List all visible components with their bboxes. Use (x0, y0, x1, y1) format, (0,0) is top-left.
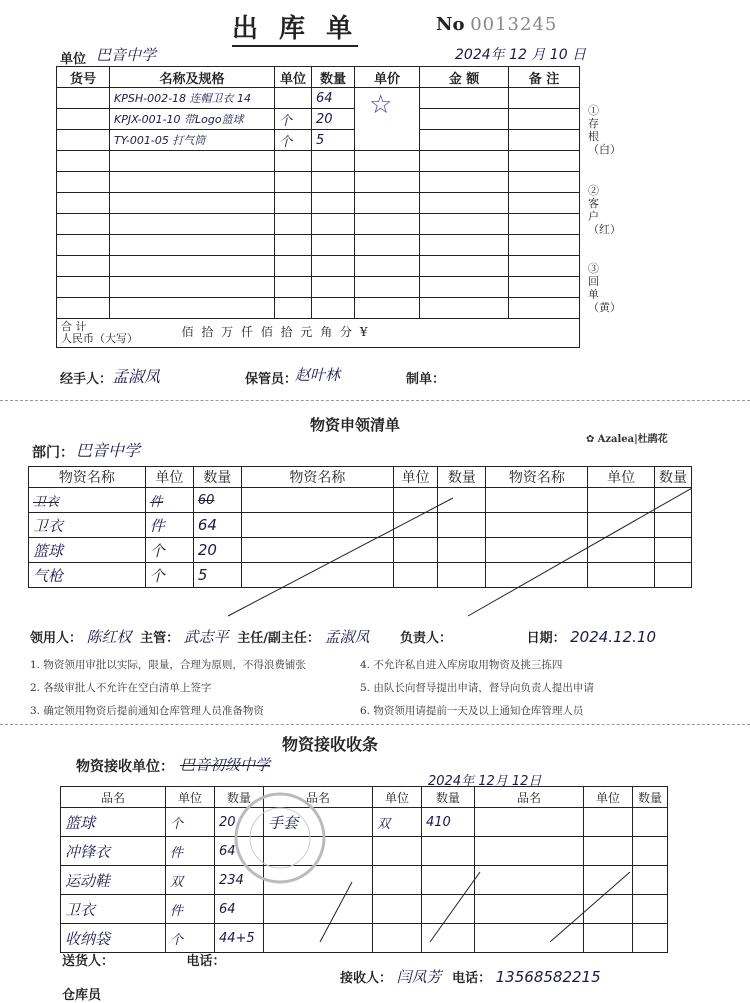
row-unit: 双 (166, 866, 215, 895)
outbound-number (436, 14, 557, 35)
maker-label: 制单： (406, 372, 446, 387)
outbound-table (56, 66, 580, 348)
row-qty: 20 (312, 109, 355, 130)
col-unit-2: 单位 (393, 467, 437, 488)
rule-2: 2. 各级审批人不允许在空白清单上签字 (30, 682, 212, 694)
outbound-unit-label: 单位 (60, 52, 87, 67)
col-item-1: 物资名称 (29, 467, 146, 488)
col-qty-2: 数量 (422, 787, 475, 808)
row-unit: 个 (166, 808, 215, 837)
row-qty: 44+5 (215, 924, 264, 953)
flower-icon: ✿ (586, 434, 595, 445)
row-unit: 件 (166, 837, 215, 866)
row-unit (275, 88, 312, 109)
handler-label: 经手人： (60, 372, 113, 387)
row-name-2: 手套 (264, 808, 373, 837)
rule-6: 6. 物资领用请提前一天及以上通知仓库管理人员 (360, 705, 584, 717)
col-item-2: 物资名称 (241, 467, 393, 488)
rule-3: 3. 确定领用物资后提前通知仓库管理人员准备物资 (30, 705, 264, 717)
rule-4: 4. 不允许私自进入库房取用物资及挑三拣四 (360, 659, 563, 671)
row-qty: 5 (312, 130, 355, 151)
row-name: 卫衣 (61, 895, 166, 924)
date-label: 日期： (526, 631, 566, 646)
row-code (57, 109, 110, 130)
dept-value: 巴音中学 (76, 441, 141, 460)
receipt-unit-label: 物资接收单位： (76, 759, 174, 775)
row-notes (509, 130, 580, 151)
col-name-1: 品名 (61, 787, 166, 808)
row-name: KPSH-002-18 连帽卫衣 14 (110, 88, 275, 109)
row-code (57, 130, 110, 151)
col-unit: 单位 (275, 67, 312, 88)
row-name: 运动鞋 (61, 866, 166, 895)
dept-label: 部门： (32, 445, 74, 461)
row-unit: 件 (145, 513, 193, 538)
receipt-title: 物资接收收条 (282, 735, 379, 754)
outbound-unit-value: 巴音中学 (96, 46, 157, 64)
date-value: 2024.12.10 (570, 628, 656, 646)
col-qty-2: 数量 (438, 467, 486, 488)
row-unit: 个 (166, 924, 215, 953)
warehouse-label: 仓库员 (62, 988, 102, 1003)
row-code (57, 88, 110, 109)
row-notes (509, 109, 580, 130)
row-notes (509, 88, 580, 109)
phone-label: 电话： (186, 954, 226, 969)
row-item: 篮球 (29, 538, 146, 563)
row-unit: 个 (145, 538, 193, 563)
row-amount (420, 109, 509, 130)
row-qty: 64 (193, 513, 241, 538)
table-row (57, 88, 580, 109)
row-qty: 60 (193, 488, 241, 513)
handler-value: 孟淑凤 (112, 367, 161, 386)
keeper-value: 赵叶林 (295, 366, 341, 384)
row-unit: 个 (275, 130, 312, 151)
receiver-value: 闫凤芳 (396, 968, 442, 986)
table-row (61, 808, 668, 837)
no-label: No (436, 14, 465, 35)
recipient-value: 陈红权 (86, 628, 132, 646)
col-qty-3: 数量 (655, 467, 692, 488)
col-unit-1: 单位 (145, 467, 193, 488)
col-unit-3: 单位 (584, 787, 633, 808)
receipt-unit-value: 巴音初级中学 (180, 756, 271, 774)
col-name-3: 品名 (475, 787, 584, 808)
row-qty: 20 (215, 808, 264, 837)
row-amount (420, 88, 509, 109)
logo-text: Azalea|杜鹃花 (597, 434, 668, 445)
row-item: 卫衣 (29, 488, 146, 513)
total-label-top: 合 计 (61, 320, 87, 333)
rule-1: 1. 物资领用审批以实际，限量，合理为原则，不得浪费铺张 (30, 659, 306, 671)
row-name: 冲锋衣 (61, 837, 166, 866)
col-qty-3: 数量 (633, 787, 668, 808)
row-name: KPJX-001-10 带Logo篮球 (110, 109, 275, 130)
row-name: 篮球 (61, 808, 166, 837)
col-unit-3: 单位 (588, 467, 655, 488)
row-qty: 64 (215, 837, 264, 866)
outbound-date: 2024年 12 月 10 日 (455, 47, 587, 63)
row-qty: 20 (193, 538, 241, 563)
row-unit-2: 双 (373, 808, 422, 837)
table-row (57, 109, 580, 130)
requisition-signers (30, 626, 720, 647)
row-item: 卫衣 (29, 513, 146, 538)
row-item: 气枪 (29, 563, 146, 588)
table-row (57, 130, 580, 151)
sender-label: 送货人： (62, 954, 115, 969)
total-row (57, 319, 580, 348)
phone2-value: 13568582215 (495, 968, 601, 986)
rule-5: 5. 由队长向督导提出申请，督导向负责人提出申请 (360, 682, 594, 694)
cross-out-line (300, 842, 660, 952)
azalea-logo (586, 430, 668, 445)
total-label (61, 321, 138, 345)
no-value: 0013245 (470, 14, 558, 35)
side-note-3: ③回单（黄） (588, 262, 621, 314)
requisition-title: 物资申领清单 (310, 416, 401, 434)
col-unit-2: 单位 (373, 787, 422, 808)
col-qty: 数量 (312, 67, 355, 88)
col-amount: 金 额 (420, 67, 509, 88)
row-unit: 件 (145, 488, 193, 513)
cross-out-line (28, 466, 692, 618)
col-name-2: 品名 (264, 787, 373, 808)
col-name: 名称及规格 (110, 67, 275, 88)
side-note-2: ②客户（红） (588, 184, 621, 236)
row-name: 收纳袋 (61, 924, 166, 953)
col-code: 货号 (57, 67, 110, 88)
total-label-bottom: 人民币（大写） (61, 332, 138, 345)
col-notes: 备 注 (509, 67, 580, 88)
row-qty: 5 (193, 563, 241, 588)
receiver-label: 接收人： (340, 971, 393, 986)
phone2-label: 电话： (452, 971, 492, 986)
responsible-label: 负责人： (400, 631, 453, 646)
receiver-block (340, 966, 601, 987)
col-price: 单价 (355, 67, 420, 88)
total-units: 佰 拾 万 仟 佰 拾 元 角 分 ¥ (181, 325, 370, 339)
director-label: 主任/副主任： (237, 631, 320, 646)
director-value: 孟淑凤 (324, 628, 370, 646)
side-note-1: ①存根（白） (588, 104, 621, 156)
row-qty: 234 (215, 866, 264, 895)
row-amount (420, 130, 509, 151)
row-unit: 个 (145, 563, 193, 588)
recipient-label: 领用人： (30, 631, 83, 646)
row-unit: 个 (275, 109, 312, 130)
col-qty-1: 数量 (215, 787, 264, 808)
row-price (355, 88, 420, 151)
row-name: TY-001-05 打气筒 (110, 130, 275, 151)
row-qty: 64 (312, 88, 355, 109)
row-qty: 64 (215, 895, 264, 924)
col-unit-1: 单位 (166, 787, 215, 808)
star-mark-icon: ☆ (369, 90, 393, 120)
col-qty-1: 数量 (193, 467, 241, 488)
row-unit: 件 (166, 895, 215, 924)
col-item-3: 物资名称 (486, 467, 588, 488)
keeper-label: 保管员： (245, 372, 298, 387)
supervisor-label: 主管： (140, 631, 180, 646)
receipt-date: 2024年 12月 12日 (428, 774, 542, 789)
supervisor-value: 武志平 (183, 628, 229, 646)
outbound-title: 出 库 单 (232, 8, 358, 47)
row-qty-2: 410 (422, 808, 475, 837)
requisition-rules (30, 654, 720, 723)
